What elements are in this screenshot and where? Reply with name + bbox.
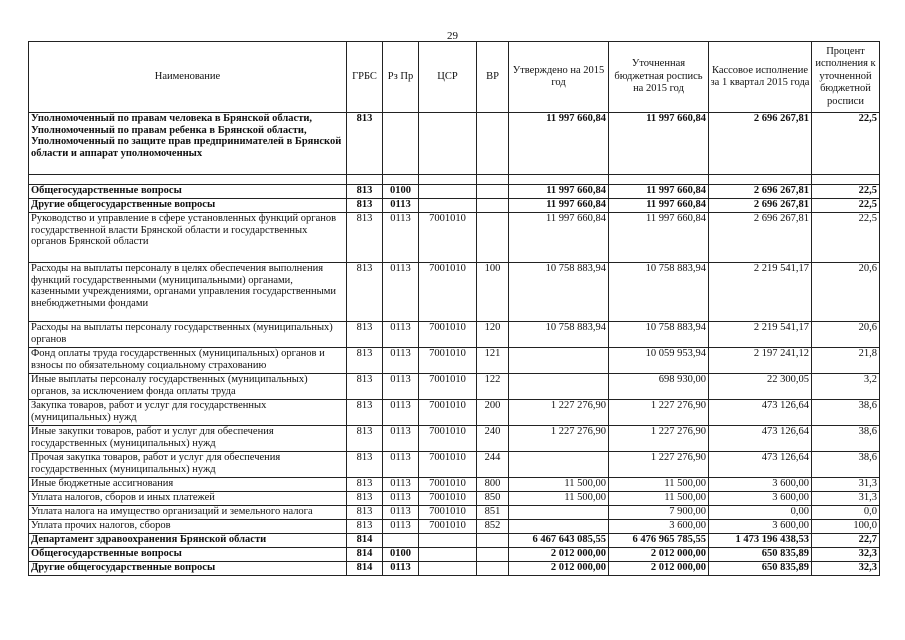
cell-grbs: 813 — [347, 374, 383, 400]
cell-grbs: 813 — [347, 263, 383, 322]
cell-approved: 11 500,00 — [509, 478, 609, 492]
cell-grbs: 813 — [347, 199, 383, 213]
table-row — [29, 506, 880, 520]
col-header-vr: ВР — [477, 42, 509, 113]
cell-csr: 7001010 — [419, 478, 477, 492]
cell-percent: 3,2 — [812, 374, 880, 400]
cell-vr: 122 — [477, 374, 509, 400]
cell-revised: 3 600,00 — [609, 520, 709, 534]
cell-cash: 22 300,05 — [709, 374, 812, 400]
cell-approved: 11 500,00 — [509, 492, 609, 506]
cell-revised: 11 500,00 — [609, 492, 709, 506]
cell-vr — [477, 185, 509, 199]
cell-rzpr — [383, 534, 419, 548]
cell-percent: 31,3 — [812, 478, 880, 492]
table-row — [29, 263, 880, 322]
cell-cash: 2 219 541,17 — [709, 322, 812, 348]
col-header-rzpr: Рз Пр — [383, 42, 419, 113]
cell-revised: 11 500,00 — [609, 478, 709, 492]
cell-percent: 22,5 — [812, 199, 880, 213]
cell-cash: 3 600,00 — [709, 520, 812, 534]
table-row — [29, 452, 880, 478]
col-header-grbs: ГРБС — [347, 42, 383, 113]
budget-table — [28, 41, 880, 576]
cell-rzpr: 0113 — [383, 452, 419, 478]
cell-grbs: 813 — [347, 452, 383, 478]
table-row — [29, 374, 880, 400]
cell-approved: 10 758 883,94 — [509, 322, 609, 348]
cell-name: Расходы на выплаты персоналу в целях обеспечения выполнения функций государственными (муниципальными) органами, казенными учреждениями, органами управления государственными внебюджетными фондами — [29, 263, 347, 322]
cell-percent: 0,0 — [812, 506, 880, 520]
cell-revised: 1 227 276,90 — [609, 400, 709, 426]
cell-cash: 650 835,89 — [709, 562, 812, 576]
page-number: 29 — [447, 30, 458, 42]
cell-csr — [419, 199, 477, 213]
cell-csr: 7001010 — [419, 263, 477, 322]
header-row — [29, 42, 880, 113]
cell-revised: 698 930,00 — [609, 374, 709, 400]
cell-grbs: 814 — [347, 534, 383, 548]
cell-csr: 7001010 — [419, 322, 477, 348]
cell-approved: 10 758 883,94 — [509, 263, 609, 322]
cell-rzpr: 0113 — [383, 213, 419, 263]
cell-rzpr: 0113 — [383, 400, 419, 426]
table-row — [29, 400, 880, 426]
cell-rzpr: 0113 — [383, 348, 419, 374]
cell-csr: 7001010 — [419, 348, 477, 374]
cell-approved: 11 997 660,84 — [509, 185, 609, 199]
cell-rzpr: 0100 — [383, 548, 419, 562]
cell-csr — [419, 534, 477, 548]
table-row — [29, 322, 880, 348]
cell-name: Общегосударственные вопросы — [29, 548, 347, 562]
cell-name: Другие общегосударственные вопросы — [29, 199, 347, 213]
cell-name: Иные выплаты персоналу государственных (муниципальных) органов, за исключением фонда оплаты труда — [29, 374, 347, 400]
cell-grbs: 813 — [347, 185, 383, 199]
cell-percent: 22,5 — [812, 185, 880, 199]
cell-approved — [509, 374, 609, 400]
cell-csr: 7001010 — [419, 400, 477, 426]
cell-rzpr: 0113 — [383, 263, 419, 322]
cell-vr — [477, 548, 509, 562]
cell-percent: 22,7 — [812, 534, 880, 548]
cell-rzpr: 0113 — [383, 492, 419, 506]
cell-csr: 7001010 — [419, 374, 477, 400]
cell-cash: 473 126,64 — [709, 452, 812, 478]
table-row — [29, 534, 880, 548]
cell-grbs: 813 — [347, 478, 383, 492]
cell-rzpr: 0113 — [383, 426, 419, 452]
cell-percent: 32,3 — [812, 562, 880, 576]
cell-approved: 11 997 660,84 — [509, 199, 609, 213]
cell-grbs: 813 — [347, 426, 383, 452]
cell-revised: 11 997 660,84 — [609, 213, 709, 263]
cell-approved: 6 467 643 085,55 — [509, 534, 609, 548]
cell-cash: 3 600,00 — [709, 478, 812, 492]
cell-grbs: 814 — [347, 548, 383, 562]
cell-vr: 800 — [477, 478, 509, 492]
cell-approved: 11 997 660,84 — [509, 113, 609, 175]
cell-approved: 11 997 660,84 — [509, 213, 609, 263]
cell-vr — [477, 199, 509, 213]
cell-grbs: 813 — [347, 520, 383, 534]
cell-name: Фонд оплаты труда государственных (муниципальных) органов и взносы по обязательному социальному страхованию — [29, 348, 347, 374]
table-row — [29, 348, 880, 374]
cell-percent: 20,6 — [812, 263, 880, 322]
cell-rzpr: 0113 — [383, 562, 419, 576]
col-header-percent: Процент исполнения к уточненной бюджетной росписи — [812, 42, 880, 113]
cell-revised: 6 476 965 785,55 — [609, 534, 709, 548]
cell-rzpr: 0113 — [383, 520, 419, 534]
cell-grbs: 813 — [347, 213, 383, 263]
cell-grbs: 814 — [347, 562, 383, 576]
table-row — [29, 113, 880, 175]
cell-rzpr — [383, 113, 419, 175]
cell-csr: 7001010 — [419, 492, 477, 506]
cell-name: Другие общегосударственные вопросы — [29, 562, 347, 576]
cell-revised: 1 227 276,90 — [609, 452, 709, 478]
cell-revised: 11 997 660,84 — [609, 199, 709, 213]
cell-vr: 200 — [477, 400, 509, 426]
cell-cash: 3 600,00 — [709, 492, 812, 506]
cell-percent: 21,8 — [812, 348, 880, 374]
cell-revised: 10 758 883,94 — [609, 263, 709, 322]
cell-vr — [477, 113, 509, 175]
cell-revised: 2 012 000,00 — [609, 562, 709, 576]
cell-approved: 2 012 000,00 — [509, 562, 609, 576]
cell-csr: 7001010 — [419, 520, 477, 534]
table-row — [29, 520, 880, 534]
cell-revised: 10 059 953,94 — [609, 348, 709, 374]
cell-cash: 1 473 196 438,53 — [709, 534, 812, 548]
cell-rzpr: 0113 — [383, 322, 419, 348]
cell-revised: 11 997 660,84 — [609, 185, 709, 199]
table-row — [29, 199, 880, 213]
cell-approved — [509, 452, 609, 478]
cell-name: Общегосударственные вопросы — [29, 185, 347, 199]
cell-name: Уплата налога на имущество организаций и земельного налога — [29, 506, 347, 520]
cell-percent: 31,3 — [812, 492, 880, 506]
col-header-revised: Уточненная бюджетная роспись на 2015 год — [609, 42, 709, 113]
cell-cash: 2 696 267,81 — [709, 113, 812, 175]
spacer-row — [29, 175, 880, 185]
table-row — [29, 492, 880, 506]
table-row — [29, 562, 880, 576]
cell-percent: 100,0 — [812, 520, 880, 534]
cell-rzpr: 0113 — [383, 374, 419, 400]
cell-name: Уплата прочих налогов, сборов — [29, 520, 347, 534]
table-row — [29, 213, 880, 263]
cell-revised: 1 227 276,90 — [609, 426, 709, 452]
cell-percent: 20,6 — [812, 322, 880, 348]
cell-percent: 38,6 — [812, 400, 880, 426]
cell-vr: 244 — [477, 452, 509, 478]
cell-vr — [477, 213, 509, 263]
cell-rzpr: 0113 — [383, 506, 419, 520]
cell-cash: 650 835,89 — [709, 548, 812, 562]
cell-rzpr: 0113 — [383, 478, 419, 492]
cell-vr: 100 — [477, 263, 509, 322]
cell-name: Закупка товаров, работ и услуг для государственных (муниципальных) нужд — [29, 400, 347, 426]
cell-name: Иные закупки товаров, работ и услуг для обеспечения государственных (муниципальных) нужд — [29, 426, 347, 452]
cell-revised: 7 900,00 — [609, 506, 709, 520]
cell-vr: 120 — [477, 322, 509, 348]
cell-name: Уплата налогов, сборов и иных платежей — [29, 492, 347, 506]
cell-vr: 851 — [477, 506, 509, 520]
cell-percent: 32,3 — [812, 548, 880, 562]
table-row — [29, 548, 880, 562]
table-row — [29, 478, 880, 492]
cell-revised: 11 997 660,84 — [609, 113, 709, 175]
cell-rzpr: 0113 — [383, 199, 419, 213]
cell-grbs: 813 — [347, 113, 383, 175]
cell-vr: 852 — [477, 520, 509, 534]
cell-grbs: 813 — [347, 400, 383, 426]
cell-name: Уполномоченный по правам человека в Брянской области, Уполномоченный по правам ребенка в Брянской области, Уполномоченный по защите прав предпринимателей в Брянской области и аппарат уполномоченных — [29, 113, 347, 175]
cell-vr: 850 — [477, 492, 509, 506]
col-header-approved: Утверждено на 2015 год — [509, 42, 609, 113]
cell-grbs: 813 — [347, 506, 383, 520]
col-header-cash: Кассовое исполнение за 1 квартал 2015 года — [709, 42, 812, 113]
cell-revised: 2 012 000,00 — [609, 548, 709, 562]
cell-name: Иные бюджетные ассигнования — [29, 478, 347, 492]
cell-vr — [477, 534, 509, 548]
cell-vr: 121 — [477, 348, 509, 374]
table-row — [29, 185, 880, 199]
cell-cash: 473 126,64 — [709, 426, 812, 452]
cell-approved — [509, 348, 609, 374]
cell-percent: 22,5 — [812, 213, 880, 263]
cell-csr: 7001010 — [419, 506, 477, 520]
table-row — [29, 426, 880, 452]
cell-revised: 10 758 883,94 — [609, 322, 709, 348]
cell-approved — [509, 506, 609, 520]
cell-name: Руководство и управление в сфере установленных функций органов государственной власти Брянской области и государственных органов Брянской области — [29, 213, 347, 263]
cell-csr — [419, 185, 477, 199]
cell-grbs: 813 — [347, 348, 383, 374]
cell-percent: 38,6 — [812, 426, 880, 452]
cell-cash: 473 126,64 — [709, 400, 812, 426]
cell-csr — [419, 562, 477, 576]
cell-cash: 2 696 267,81 — [709, 185, 812, 199]
cell-csr — [419, 548, 477, 562]
cell-name: Департамент здравоохранения Брянской области — [29, 534, 347, 548]
cell-percent: 22,5 — [812, 113, 880, 175]
cell-csr — [419, 113, 477, 175]
cell-cash: 2 197 241,12 — [709, 348, 812, 374]
cell-vr: 240 — [477, 426, 509, 452]
cell-cash: 2 696 267,81 — [709, 213, 812, 263]
cell-approved: 2 012 000,00 — [509, 548, 609, 562]
cell-name: Расходы на выплаты персоналу государственных (муниципальных) органов — [29, 322, 347, 348]
cell-grbs: 813 — [347, 492, 383, 506]
cell-name: Прочая закупка товаров, работ и услуг для обеспечения государственных (муниципальных) нужд — [29, 452, 347, 478]
cell-approved: 1 227 276,90 — [509, 426, 609, 452]
cell-cash: 2 219 541,17 — [709, 263, 812, 322]
cell-grbs: 813 — [347, 322, 383, 348]
col-header-name: Наименование — [29, 42, 347, 113]
cell-cash: 0,00 — [709, 506, 812, 520]
cell-approved: 1 227 276,90 — [509, 400, 609, 426]
cell-approved — [509, 520, 609, 534]
cell-cash: 2 696 267,81 — [709, 199, 812, 213]
cell-csr: 7001010 — [419, 452, 477, 478]
cell-csr: 7001010 — [419, 213, 477, 263]
cell-rzpr: 0100 — [383, 185, 419, 199]
col-header-csr: ЦСР — [419, 42, 477, 113]
cell-percent: 38,6 — [812, 452, 880, 478]
cell-vr — [477, 562, 509, 576]
cell-csr: 7001010 — [419, 426, 477, 452]
